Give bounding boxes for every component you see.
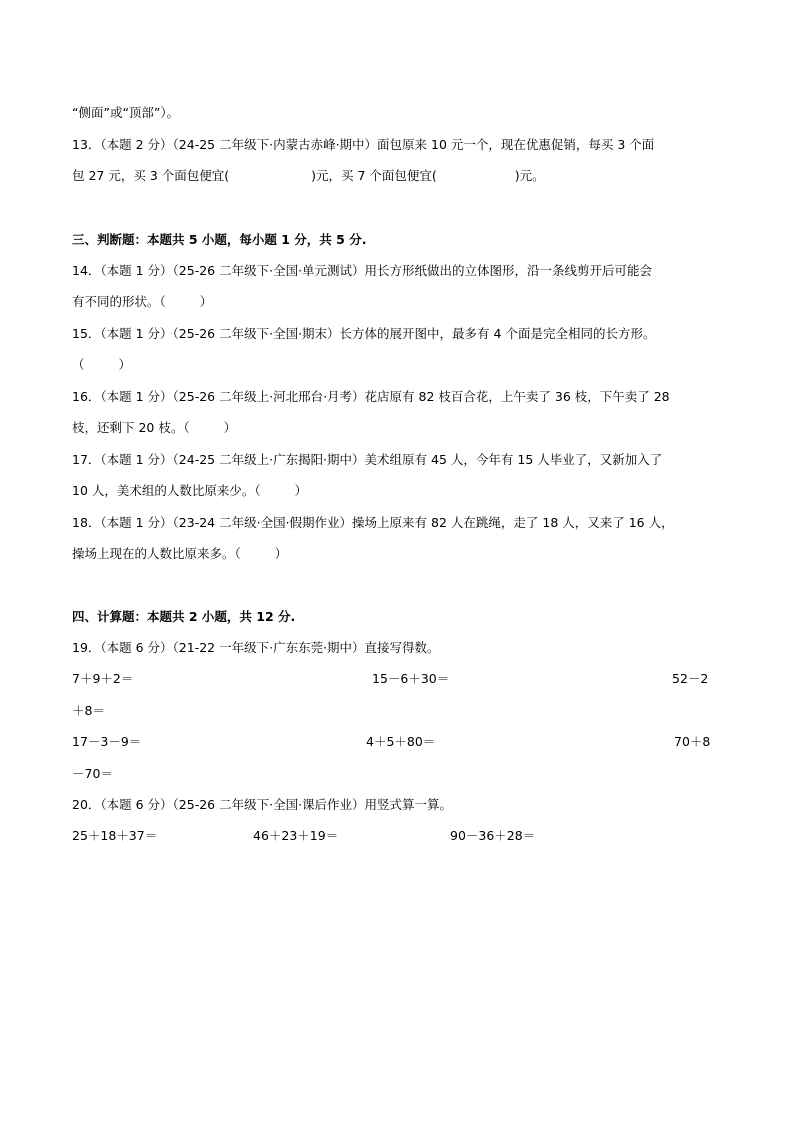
q19-title: 19．（本题 6 分）（21-22 一年级下·广东东莞·期中）直接写得数。	[72, 640, 440, 655]
q19-expr-4-5-80: 4＋5＋80＝	[366, 734, 436, 749]
q15-line1: 15．（本题 1 分）（25-26 二年级下·全国·期末）长方体的展开图中，最多有 4 个面是完全相同的长方形。	[72, 326, 656, 341]
q16-close-paren: ）	[223, 420, 237, 435]
q19-expr-70-8-wrap: －70＝	[72, 766, 113, 781]
q20-expr-90-36-28: 90－36＋28＝	[450, 828, 536, 843]
q14-line2-text: 有不同的形状。（	[72, 294, 166, 309]
q19-expr-17-3-9: 17－3－9＝	[72, 734, 142, 749]
q18-line2	[72, 546, 287, 562]
q16-line2	[72, 420, 236, 436]
q14-line1: 14．（本题 1 分）（25-26 二年级下·全国·单元测试）用长方形纸做出的立体图形，沿一条线剪开后可能会	[72, 263, 653, 278]
q15-open-paren: （	[72, 357, 85, 372]
q20-expr-46-23-19: 46＋23＋19＝	[253, 828, 339, 843]
q16-line1: 16．（本题 1 分）（25-26 二年级上·河北邢台·月考）花店原有 82 枝百合花，上午卖了 36 枝，下午卖了 28	[72, 389, 670, 404]
q18-close-paren: ）	[274, 546, 288, 561]
q18-line1: 18．（本题 1 分）（23-24 二年级·全国·假期作业）操场上原来有 82 人在跳绳，走了 18 人，又来了 16 人，	[72, 515, 674, 530]
q19-expr-70-8-part: 70＋8	[674, 734, 711, 749]
q17-line2-text: 10 人，美术组的人数比原来少。（	[72, 483, 261, 498]
q16-line2-text: 枝，还剩下 20 枝。（	[72, 420, 190, 435]
q20-expr-25-18-37: 25＋18＋37＝	[72, 828, 158, 843]
q19-expr-15-6-30: 15－6＋30＝	[372, 671, 450, 686]
q19-expr-52-2-part: 52－2	[672, 671, 709, 686]
q15-line2	[72, 357, 131, 373]
q20-title: 20．（本题 6 分）（25-26 二年级下·全国·课后作业）用竖式算一算。	[72, 797, 453, 812]
q18-line2-text: 操场上现在的人数比原来多。（	[72, 546, 241, 561]
q19-expr-7-9-2: 7＋9＋2＝	[72, 671, 134, 686]
q13-line2-a: 包 27 元，买 3 个面包便宜(	[72, 168, 230, 183]
q13-line2-c: )元。	[514, 168, 545, 183]
q12-tail-text: “侧面”或“顶部”）。	[72, 105, 180, 120]
q13-line1: 13．（本题 2 分）（24-25 二年级下·内蒙古赤峰·期中）面包原来 10 元一个，现在优惠促销，每买 3 个面	[72, 137, 655, 152]
q17-close-paren: ）	[294, 483, 308, 498]
q13-line2	[72, 168, 545, 184]
section4-heading: 四、计算题：本题共 2 小题，共 12 分.	[72, 609, 296, 624]
q14-close-paren: ）	[199, 294, 213, 309]
q17-line1: 17．（本题 1 分）（24-25 二年级上·广东揭阳·期中）美术组原有 45 人，今年有 15 人毕业了，又新加入了	[72, 452, 663, 467]
q14-line2	[72, 294, 212, 310]
q15-close-paren: ）	[118, 357, 132, 372]
q19-expr-52-2-wrap: ＋8＝	[72, 703, 105, 718]
q17-line2	[72, 483, 307, 499]
section3-heading: 三、判断题：本题共 5 小题，每小题 1 分，共 5 分.	[72, 232, 367, 247]
q13-line2-b: )元，买 7 个面包便宜(	[311, 168, 437, 183]
